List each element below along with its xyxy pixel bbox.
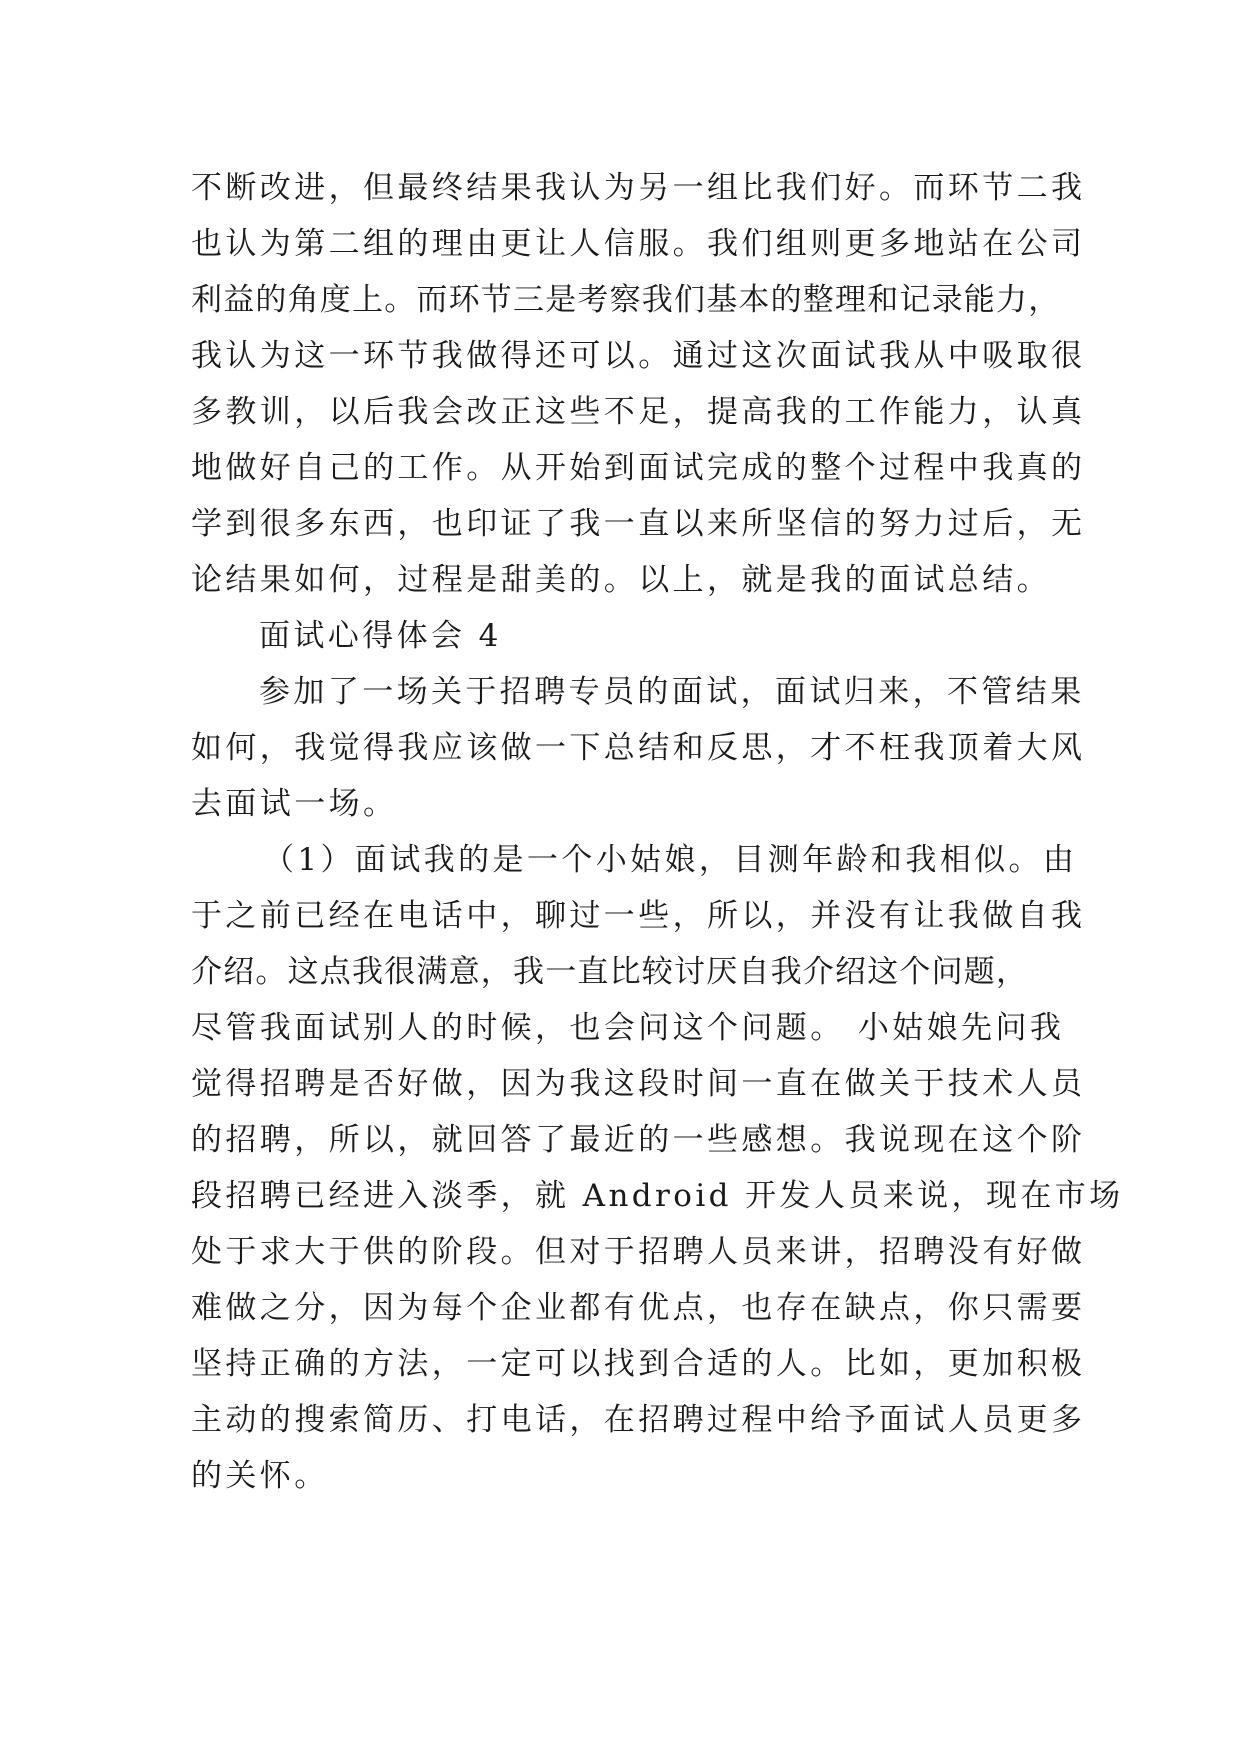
- text-line-1: 不断改进，但最终结果我认为另一组比我们好。而环节二我: [191, 170, 1086, 206]
- text-line-6: 地做好自己的工作。从开始到面试完成的整个过程中我真的: [191, 450, 1086, 486]
- text-line-17: 觉得招聘是否好做，因为我这段时间一直在做关于技术人员: [191, 1066, 1086, 1102]
- text-line-22: 坚持正确的方法，一定可以找到合适的人。比如，更加积极: [191, 1346, 1086, 1382]
- text-line-5: 多教训，以后我会改正这些不足，提高我的工作能力，认真: [191, 394, 1086, 430]
- section-heading: 面试心得体会 4: [259, 618, 502, 654]
- text-line-2: 也认为第二组的理由更让人信服。我们组则更多地站在公司: [191, 226, 1086, 262]
- text-line-14: 于之前已经在电话中，聊过一些，所以，并没有让我做自我: [191, 898, 1086, 934]
- text-line-24: 的关怀。: [191, 1458, 329, 1494]
- text-line-20: 处于求大于供的阶段。但对于招聘人员来讲，招聘没有好做: [191, 1234, 1086, 1270]
- text-line-15: 介绍。这点我很满意，我一直比较讨厌自我介绍这个问题，: [191, 954, 1029, 990]
- text-line-12: 去面试一场。: [191, 786, 398, 822]
- text-line-4: 我认为这一环节我做得还可以。通过这次面试我从中吸取很: [191, 338, 1086, 374]
- text-line-23: 主动的搜索简历、打电话，在招聘过程中给予面试人员更多: [191, 1402, 1086, 1438]
- text-line-10: 参加了一场关于招聘专员的面试，面试归来，不管结果: [259, 674, 1085, 710]
- text-line-21: 难做之分，因为每个企业都有优点，也存在缺点，你只需要: [191, 1290, 1086, 1326]
- text-line-18: 的招聘，所以，就回答了最近的一些感想。我说现在这个阶: [191, 1122, 1086, 1158]
- text-line-19: 段招聘已经进入淡季，就 Android 开发人员来说，现在市场: [191, 1178, 1124, 1214]
- text-line-13: （1）面试我的是一个小姑娘，目测年龄和我相似。由: [263, 842, 1078, 878]
- text-line-7: 学到很多东西，也印证了我一直以来所坚信的努力过后，无: [191, 506, 1086, 542]
- text-line-8: 论结果如何，过程是甜美的。以上，就是我的面试总结。: [191, 562, 1051, 598]
- text-line-3: 利益的角度上。而环节三是考察我们基本的整理和记录能力，: [191, 282, 1061, 318]
- text-line-16: 尽管我面试别人的时候，也会问这个问题。 小姑娘先问我: [191, 1010, 1065, 1046]
- text-line-11: 如何，我觉得我应该做一下总结和反思，才不枉我顶着大风: [191, 730, 1086, 766]
